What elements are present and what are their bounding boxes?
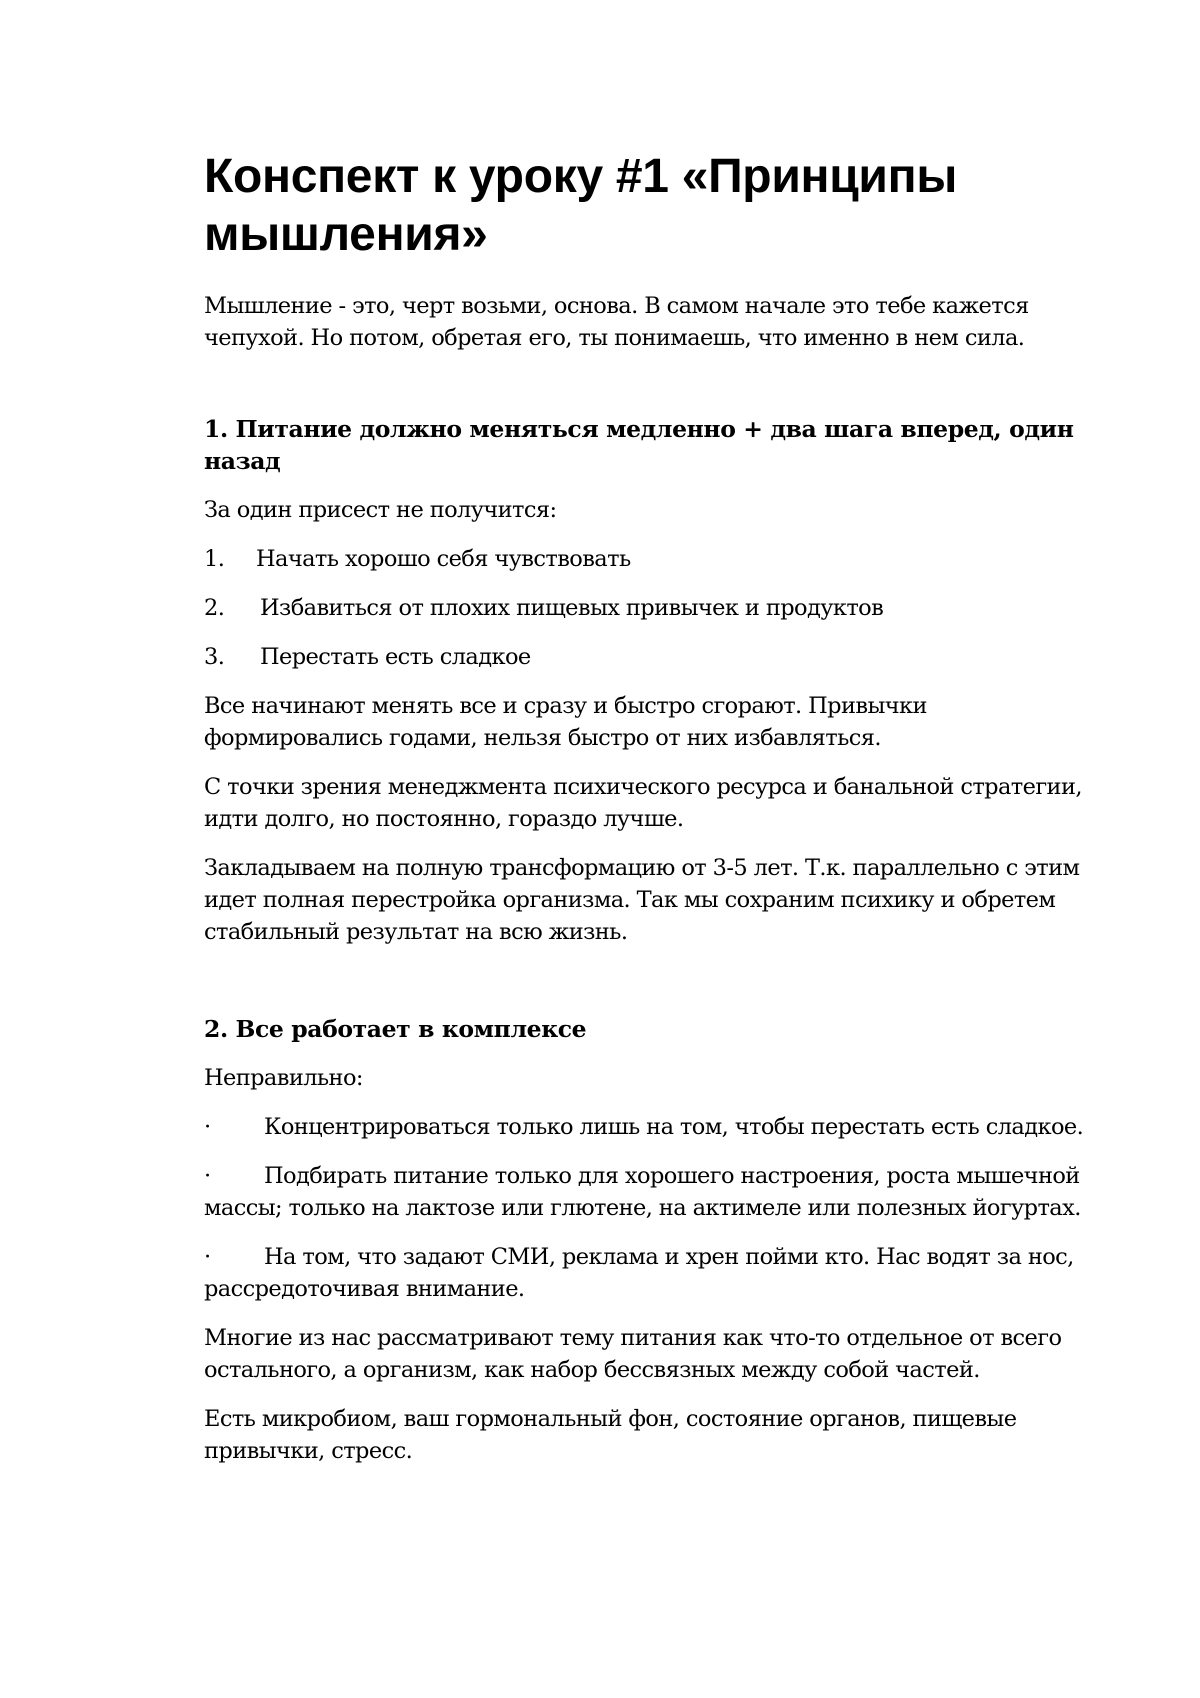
spacer <box>204 965 1104 1013</box>
list-item-text: Перестать есть сладкое <box>260 644 531 670</box>
document-body <box>204 290 1104 1467</box>
bullet-text: На том, что задают СМИ, реклама и хрен пойми кто. Нас водят за нос, рассредоточивая внимание. <box>204 1244 1074 1302</box>
section-heading-1: 1. Питание должно меняться медленно + два шага вперед, один назад <box>204 415 1074 475</box>
section-2-lead: Неправильно: <box>204 1065 363 1091</box>
section-heading-2: 2. Все работает в комплексе <box>204 1015 587 1043</box>
section-1-lead: За один присест не получится: <box>204 497 557 523</box>
intro-paragraph: Мышление - это, черт возьми, основа. В самом начале это тебе кажется чепухой. Но потом, обретая его, ты понимаешь, что именно в нем сила. <box>204 293 1029 351</box>
section-1-paragraph: Закладываем на полную трансформацию от 3-5 лет. Т.к. параллельно с этим идет полная перестройка организма. Так мы сохраним психику и обретем стабильный результат на всю жизнь. <box>204 855 1080 945</box>
page-title: Конспект к уроку #1 «Принципы мышления» <box>204 150 958 261</box>
bullet-marker: · <box>204 1114 211 1140</box>
list-marker: 1. <box>204 546 225 572</box>
bullet-list-item <box>204 1160 1104 1224</box>
document-page <box>204 148 1104 1484</box>
spacer <box>204 371 1104 413</box>
list-marker: 2. <box>204 595 225 621</box>
numbered-list-item <box>204 592 1104 624</box>
list-item-text: Избавиться от плохих пищевых привычек и продуктов <box>260 595 884 621</box>
bullet-text: Подбирать питание только для хорошего настроения, роста мышечной массы; только на лактозе или глютене, на актимеле или полезных йогуртах. <box>204 1163 1081 1221</box>
bullet-marker: · <box>204 1163 211 1189</box>
bullet-marker: · <box>204 1244 211 1270</box>
numbered-list-item <box>204 543 1104 575</box>
section-1-paragraph: Все начинают менять все и сразу и быстро сгорают. Привычки формировались годами, нельзя быстро от них избавляться. <box>204 693 927 751</box>
bullet-list-item <box>204 1241 1104 1305</box>
list-item-text: Начать хорошо себя чувствовать <box>256 546 631 572</box>
numbered-list-item <box>204 641 1104 673</box>
list-marker: 3. <box>204 644 225 670</box>
bullet-text: Концентрироваться только лишь на том, чтобы перестать есть сладкое. <box>264 1114 1084 1140</box>
section-2-paragraph: Есть микробиом, ваш гормональный фон, состояние органов, пищевые привычки, стресс. <box>204 1406 1017 1464</box>
section-1-paragraph: С точки зрения менеджмента психического ресурса и банальной стратегии, идти долго, но постоянно, гораздо лучше. <box>204 774 1082 832</box>
bullet-list-item <box>204 1111 1104 1143</box>
section-2-paragraph: Многие из нас рассматривают тему питания как что-то отдельное от всего остального, а организм, как набор бессвязных между собой частей. <box>204 1325 1062 1383</box>
